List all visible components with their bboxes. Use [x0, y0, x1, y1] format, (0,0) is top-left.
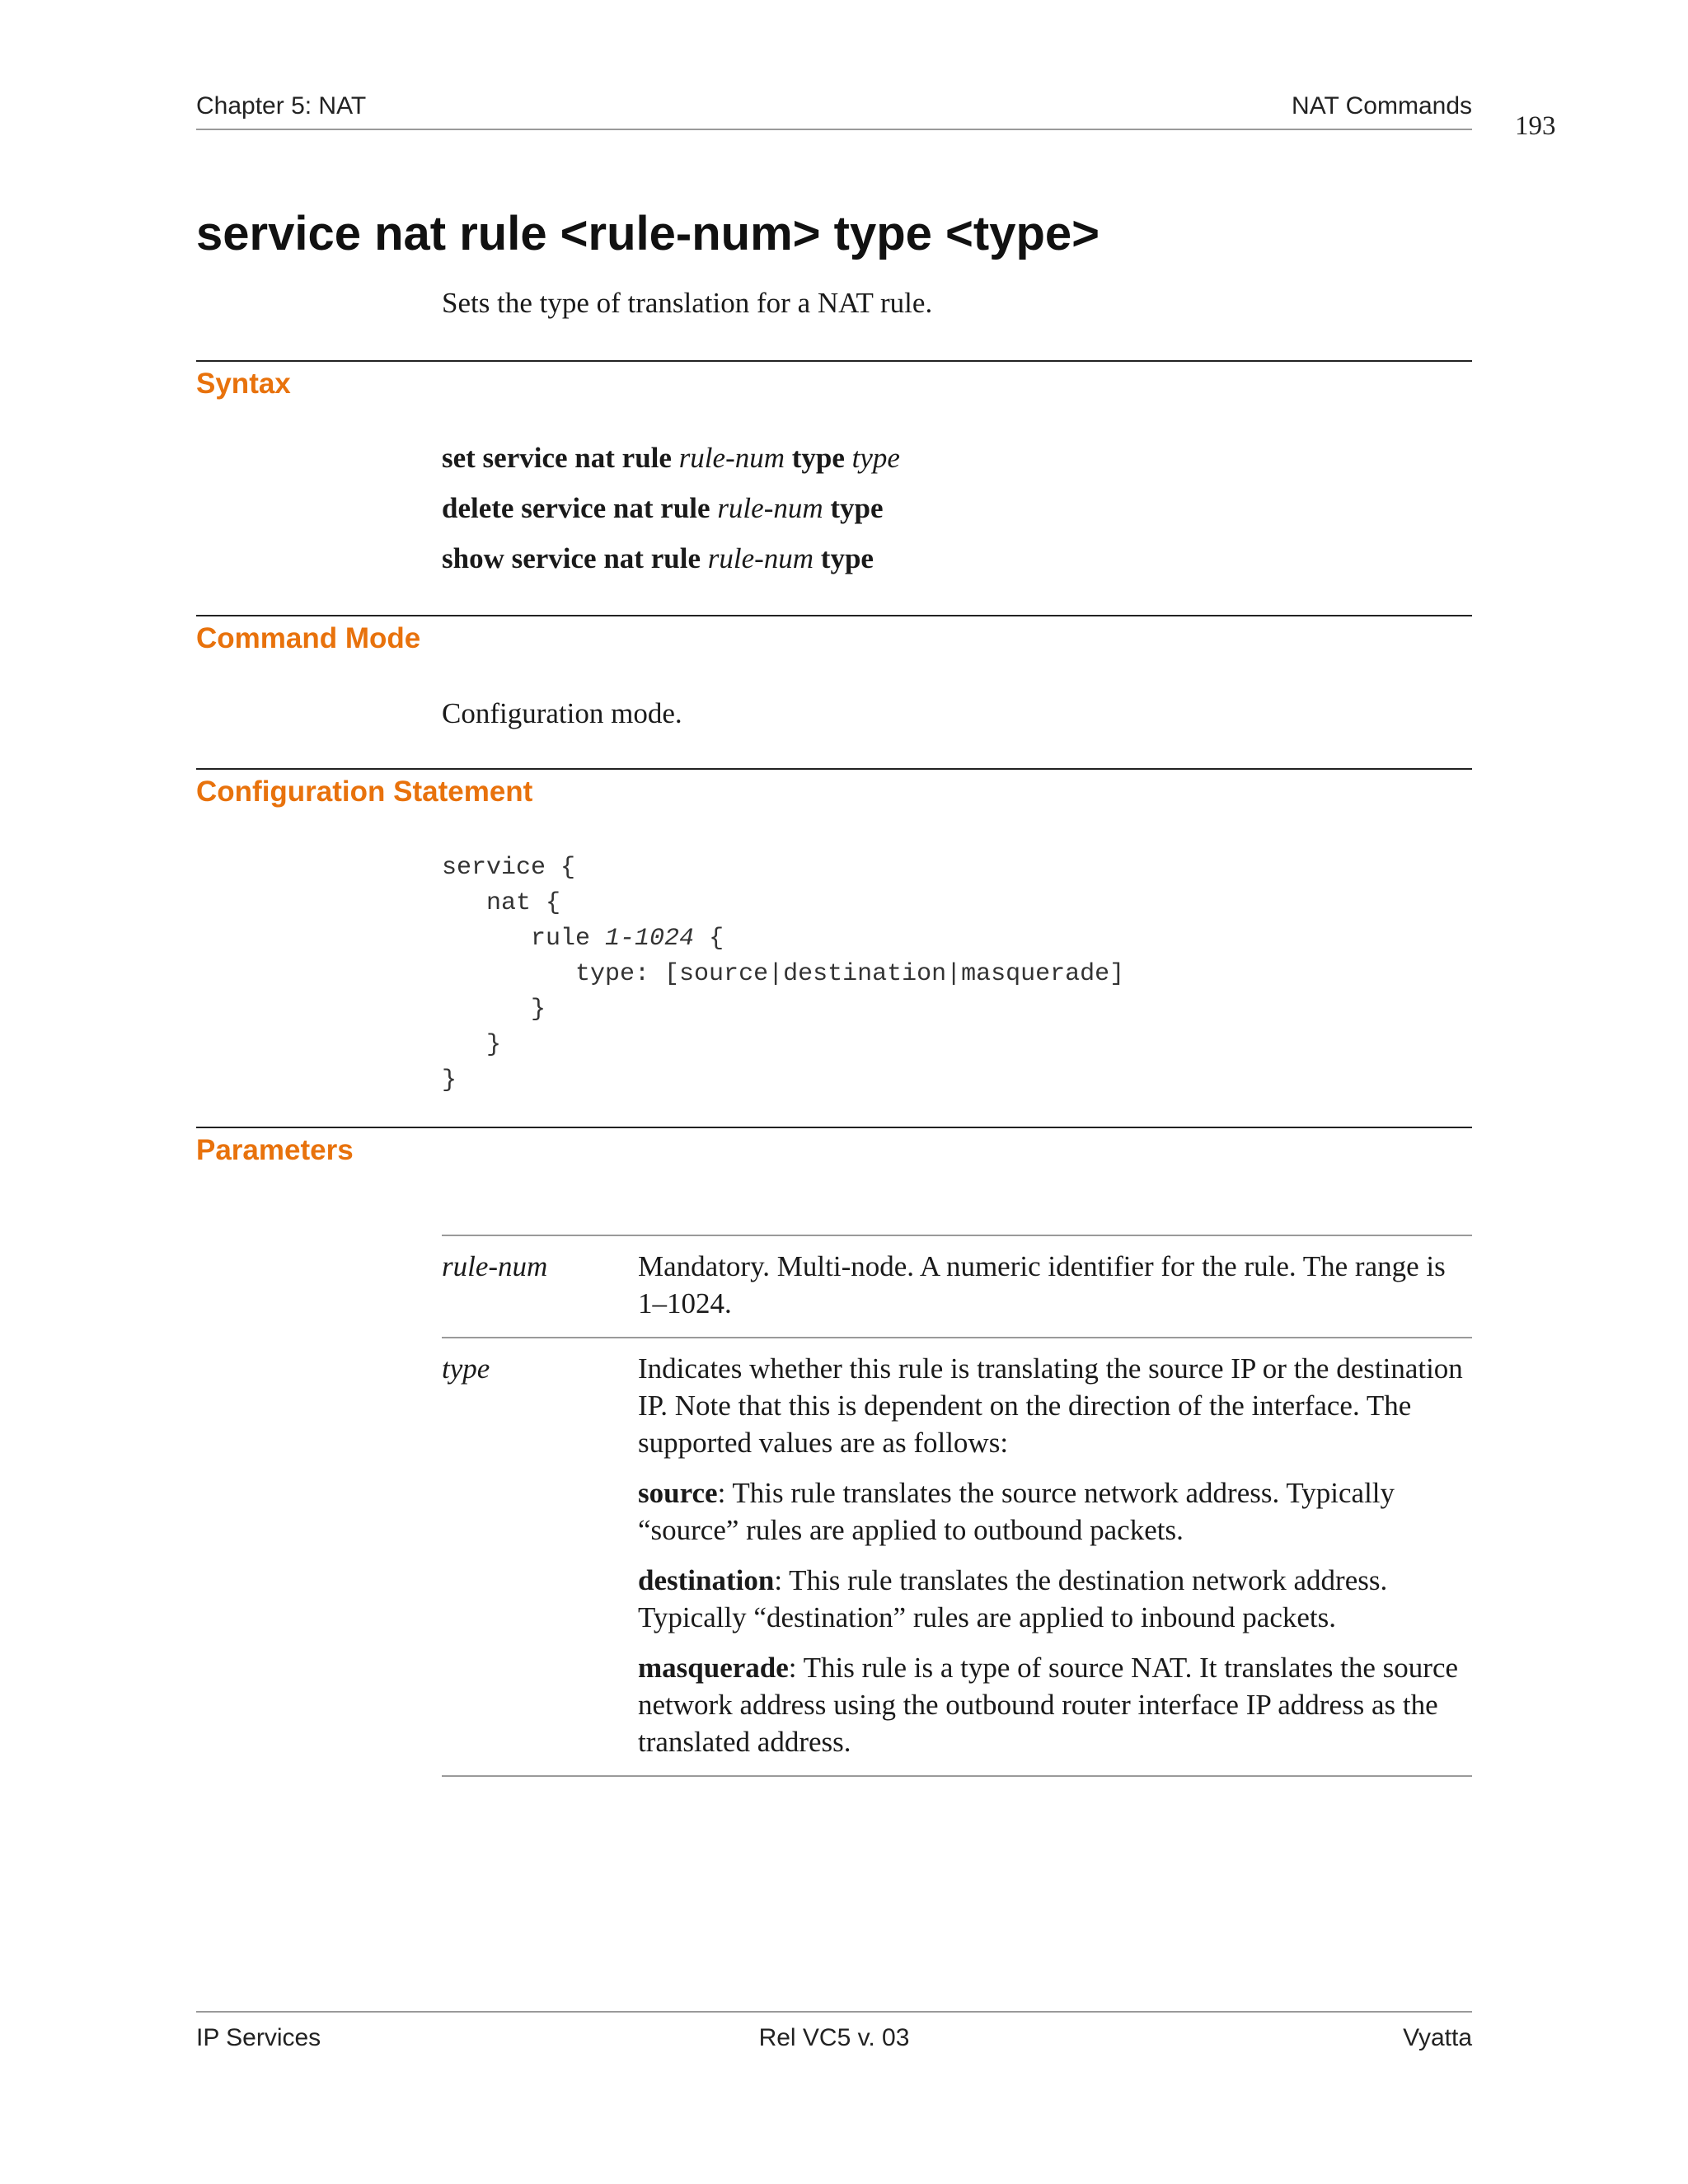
syntax-set-line — [442, 442, 900, 475]
code-line: { — [694, 925, 724, 953]
command-mode-heading: Command Mode — [196, 622, 421, 654]
value-term: destination — [638, 1564, 775, 1596]
description-text: Mandatory. Multi-node. A numeric identifier for the rule. The range is 1–1024. — [638, 1250, 1446, 1319]
section-divider — [196, 1127, 1472, 1128]
command-mode-text: Configuration mode. — [442, 697, 682, 729]
config-statement-heading: Configuration Statement — [196, 776, 533, 808]
section-label: NAT Commands — [1292, 92, 1472, 120]
section-divider — [196, 360, 1472, 362]
config-statement-code — [442, 851, 1124, 1099]
table-row — [442, 1338, 1472, 1776]
value-term: source — [638, 1477, 718, 1509]
footer-center: Rel VC5 v. 03 — [758, 2024, 910, 2051]
parameter-description — [638, 1338, 1472, 1776]
page-number: 193 — [1515, 111, 1556, 141]
code-line: } — [531, 996, 546, 1024]
page-title: service nat rule <rule-num> type <type> — [196, 207, 1100, 260]
command-summary: Sets the type of translation for a NAT rule. — [442, 287, 933, 319]
table-row — [442, 1235, 1472, 1338]
code-line: } — [442, 1066, 457, 1094]
value-term: masquerade — [638, 1652, 789, 1684]
syntax-command: delete service nat rule — [442, 492, 710, 524]
code-line: } — [486, 1031, 502, 1059]
syntax-argument: rule-num — [707, 542, 814, 574]
syntax-delete-line — [442, 492, 884, 525]
syntax-command: set service nat rule — [442, 442, 672, 474]
footer-right: Vyatta — [1403, 2024, 1472, 2051]
parameters-heading: Parameters — [196, 1134, 354, 1166]
value-text: : This rule translates the destination network address. Typically “destination” rules are applied to inbound packets. — [638, 1564, 1388, 1633]
chapter-label: Chapter 5: NAT — [196, 92, 367, 120]
syntax-command: show service nat rule — [442, 542, 701, 574]
section-divider — [196, 615, 1472, 616]
value-masquerade — [638, 1649, 1472, 1760]
syntax-show-line — [442, 542, 874, 575]
value-text: : This rule translates the source network address. Typically “source” rules are applied to outbound packets. — [638, 1477, 1395, 1546]
description-text: Indicates whether this rule is translating the source IP or the destination IP. Note that this is dependent on the direction of the interface. The supported values are as follows: — [638, 1352, 1463, 1459]
code-line: type: [source|destination|masquerade] — [575, 960, 1125, 988]
running-header — [196, 89, 1472, 130]
parameter-name: type — [442, 1352, 490, 1385]
parameter-description — [638, 1235, 1472, 1338]
value-destination — [638, 1562, 1472, 1636]
code-line: rule — [531, 925, 606, 953]
page-footer — [196, 2011, 1472, 2062]
value-source — [638, 1474, 1472, 1549]
syntax-argument: rule-num — [717, 492, 823, 524]
code-line: nat { — [486, 889, 561, 917]
code-line: service { — [442, 854, 576, 882]
footer-left: IP Services — [196, 2024, 321, 2051]
section-divider — [196, 768, 1472, 770]
code-argument: 1-1024 — [605, 925, 695, 953]
syntax-keyword: type — [820, 542, 874, 574]
parameters-table — [442, 1235, 1472, 1777]
syntax-keyword: type — [791, 442, 845, 474]
syntax-keyword: type — [830, 492, 884, 524]
parameter-name: rule-num — [442, 1250, 548, 1282]
value-text: : This rule is a type of source NAT. It translates the source network address using the outbound router interface IP address as the translated address. — [638, 1652, 1459, 1758]
syntax-heading: Syntax — [196, 368, 291, 400]
syntax-argument: type — [851, 442, 900, 474]
syntax-argument: rule-num — [678, 442, 785, 474]
